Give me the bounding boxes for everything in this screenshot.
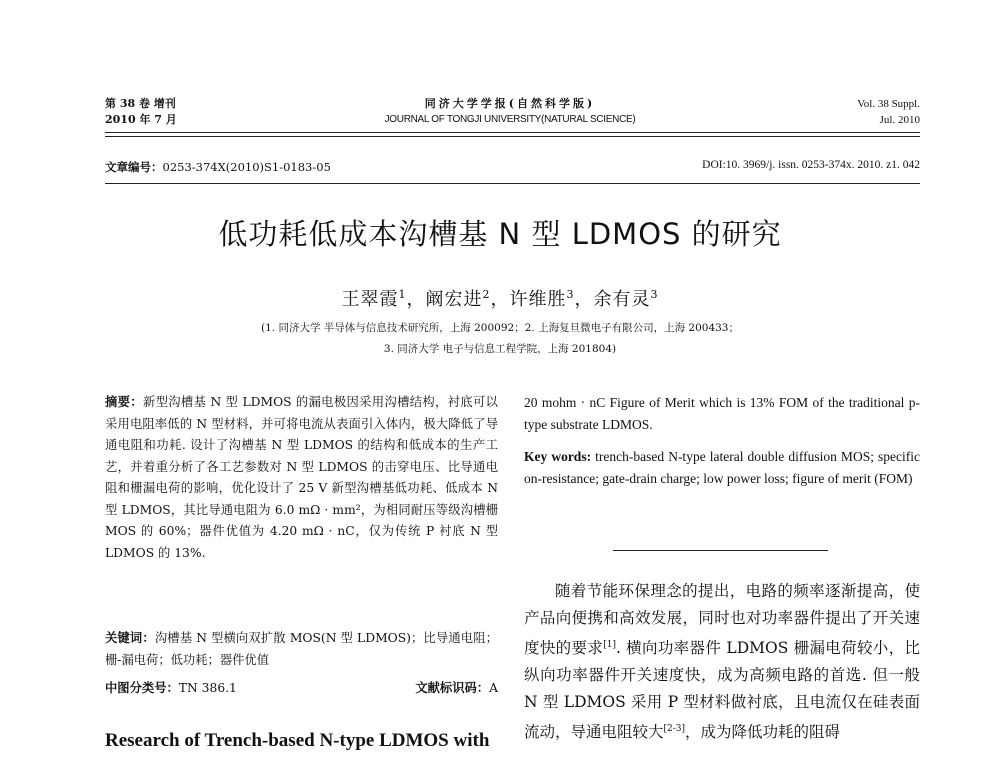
- keywords-label: 关键词：: [105, 631, 155, 645]
- journal-volume-info: [105, 96, 177, 128]
- volume-issue: 第 38 卷 增刊: [105, 97, 176, 110]
- document-code: [415, 679, 498, 697]
- affiliation-line-1: (1. 同济大学 半导体与信息技术研究所，上海 200092；2. 上海复旦微电子有限公司，上海 200433；: [261, 322, 739, 334]
- publication-date-cn: 2010 年 7 月: [105, 113, 177, 126]
- author-name: 余有灵: [593, 289, 651, 310]
- journal-name-cn: 同济大学学报(自然科学版): [424, 97, 596, 110]
- doi-rule: [105, 183, 920, 184]
- keywords-cn: [105, 628, 498, 671]
- document-code-label: 文献标识码：: [415, 681, 490, 695]
- body-text: 随着节能环保理念的提出，电路的频率逐渐提高，使产品向便携和高效发展，同时也对功率器件提出了开关速度快的要求: [524, 582, 920, 658]
- keywords-text: 沟槽基 N 型横向双扩散 MOS(N 型 LDMOS)；比导通电阻；栅-漏电荷；低功耗；器件优值: [105, 631, 498, 667]
- introduction-paragraph: [524, 578, 920, 746]
- abstract-en: [524, 392, 920, 489]
- author-separator: ，: [574, 289, 594, 310]
- document-code-value: A: [489, 681, 498, 695]
- clc-number: [105, 681, 237, 695]
- clc-label: 中图分类号：: [105, 681, 179, 695]
- journal-name-en: JOURNAL OF TONGJI UNIVERSITY(NATURAL SCIENCE): [384, 114, 636, 125]
- author-affiliation-mark: 2: [482, 288, 491, 301]
- volume-en: Vol. 38 Suppl.: [857, 98, 920, 110]
- author-separator: ，: [406, 289, 426, 310]
- paper-title: 低功耗低成本沟槽基 N 型 LDMOS 的研究: [218, 217, 782, 251]
- citation: [1]: [603, 640, 616, 650]
- body-text: . 横向功率器件 LDMOS 栅漏电荷较小，比纵向功率器件开关速度快，成为高频电路的首选. 但一般 N 型 LDMOS 采用 P 型材料做衬底，且电流仅在硅表面流动，导通电阻较大: [524, 639, 920, 742]
- journal-volume-info-en: [857, 96, 920, 128]
- citation: [2-3]: [663, 724, 686, 735]
- body-text: ，成为降低功耗的阻碍: [685, 723, 841, 742]
- abstract-en-text: 20 mohm · nC Figure of Merit which is 13% FOM of the traditional p-type substrate LDMOS.: [524, 395, 920, 432]
- article-number-value: 0253-374X(2010)S1-0183-05: [162, 160, 331, 174]
- journal-name: [300, 96, 720, 128]
- classification-row: [105, 679, 498, 697]
- header-rule-bottom: [105, 136, 920, 137]
- clc-value: TN 386.1: [178, 681, 237, 695]
- author-name: 阚宏进: [425, 289, 483, 310]
- author-affiliation-mark: 3: [650, 288, 659, 301]
- abstract-cn: [105, 392, 498, 564]
- affiliation-line-2: 3. 同济大学 电子与信息工程学院，上海 201804): [383, 343, 617, 355]
- author-list: [0, 285, 1000, 311]
- abstract-label: 摘要：: [105, 395, 143, 409]
- english-title: Research of Trench-based N-type LDMOS with: [105, 730, 490, 751]
- article-number-label: 文章编号：: [105, 160, 163, 174]
- keywords-en: [524, 446, 920, 489]
- article-number: [105, 159, 331, 175]
- header-rule-top: [105, 132, 920, 133]
- keywords-en-text: trench-based N-type lateral double diffusion MOS; specific on-resistance; gate-drain charge; low power loss; figure of merit (FOM): [524, 449, 920, 486]
- author-name: 许维胜: [509, 289, 567, 310]
- author-affiliation-mark: 3: [566, 288, 575, 301]
- author-name: 王翠霞: [341, 289, 399, 310]
- author-affiliation-mark: 1: [398, 288, 407, 301]
- publication-date-en: Jul. 2010: [879, 114, 920, 126]
- abstract-text: 新型沟槽基 N 型 LDMOS 的漏电极因采用沟槽结构，衬底可以采用电阻率低的 N 型材料，并可将电流从表面引入体内，极大降低了导通电阻和功耗. 设计了沟槽基 N 型 LDMOS 的结构和低成本的生产工艺，并着重分析了各工艺参数对 N 型 LDMOS 的击穿电压、比导通电阻和栅漏电荷的影响，优化设计了 25 V 新型沟槽基低功耗、低成本 N 型 LDMOS，其比导通电阻为 6.0 mΩ · mm²，为相同耐压等级沟槽栅 MOS 的 60%；器件优值为 4.20 mΩ · nC，仅为传统 P 衬底 N 型 LDMOS 的 13%.: [105, 395, 498, 560]
- section-separator: [613, 550, 828, 551]
- author-separator: ，: [490, 289, 510, 310]
- doi: DOI:10. 3969/j. issn. 0253-374x. 2010. z1. 042: [702, 159, 920, 171]
- keywords-en-label: Key words:: [524, 449, 592, 464]
